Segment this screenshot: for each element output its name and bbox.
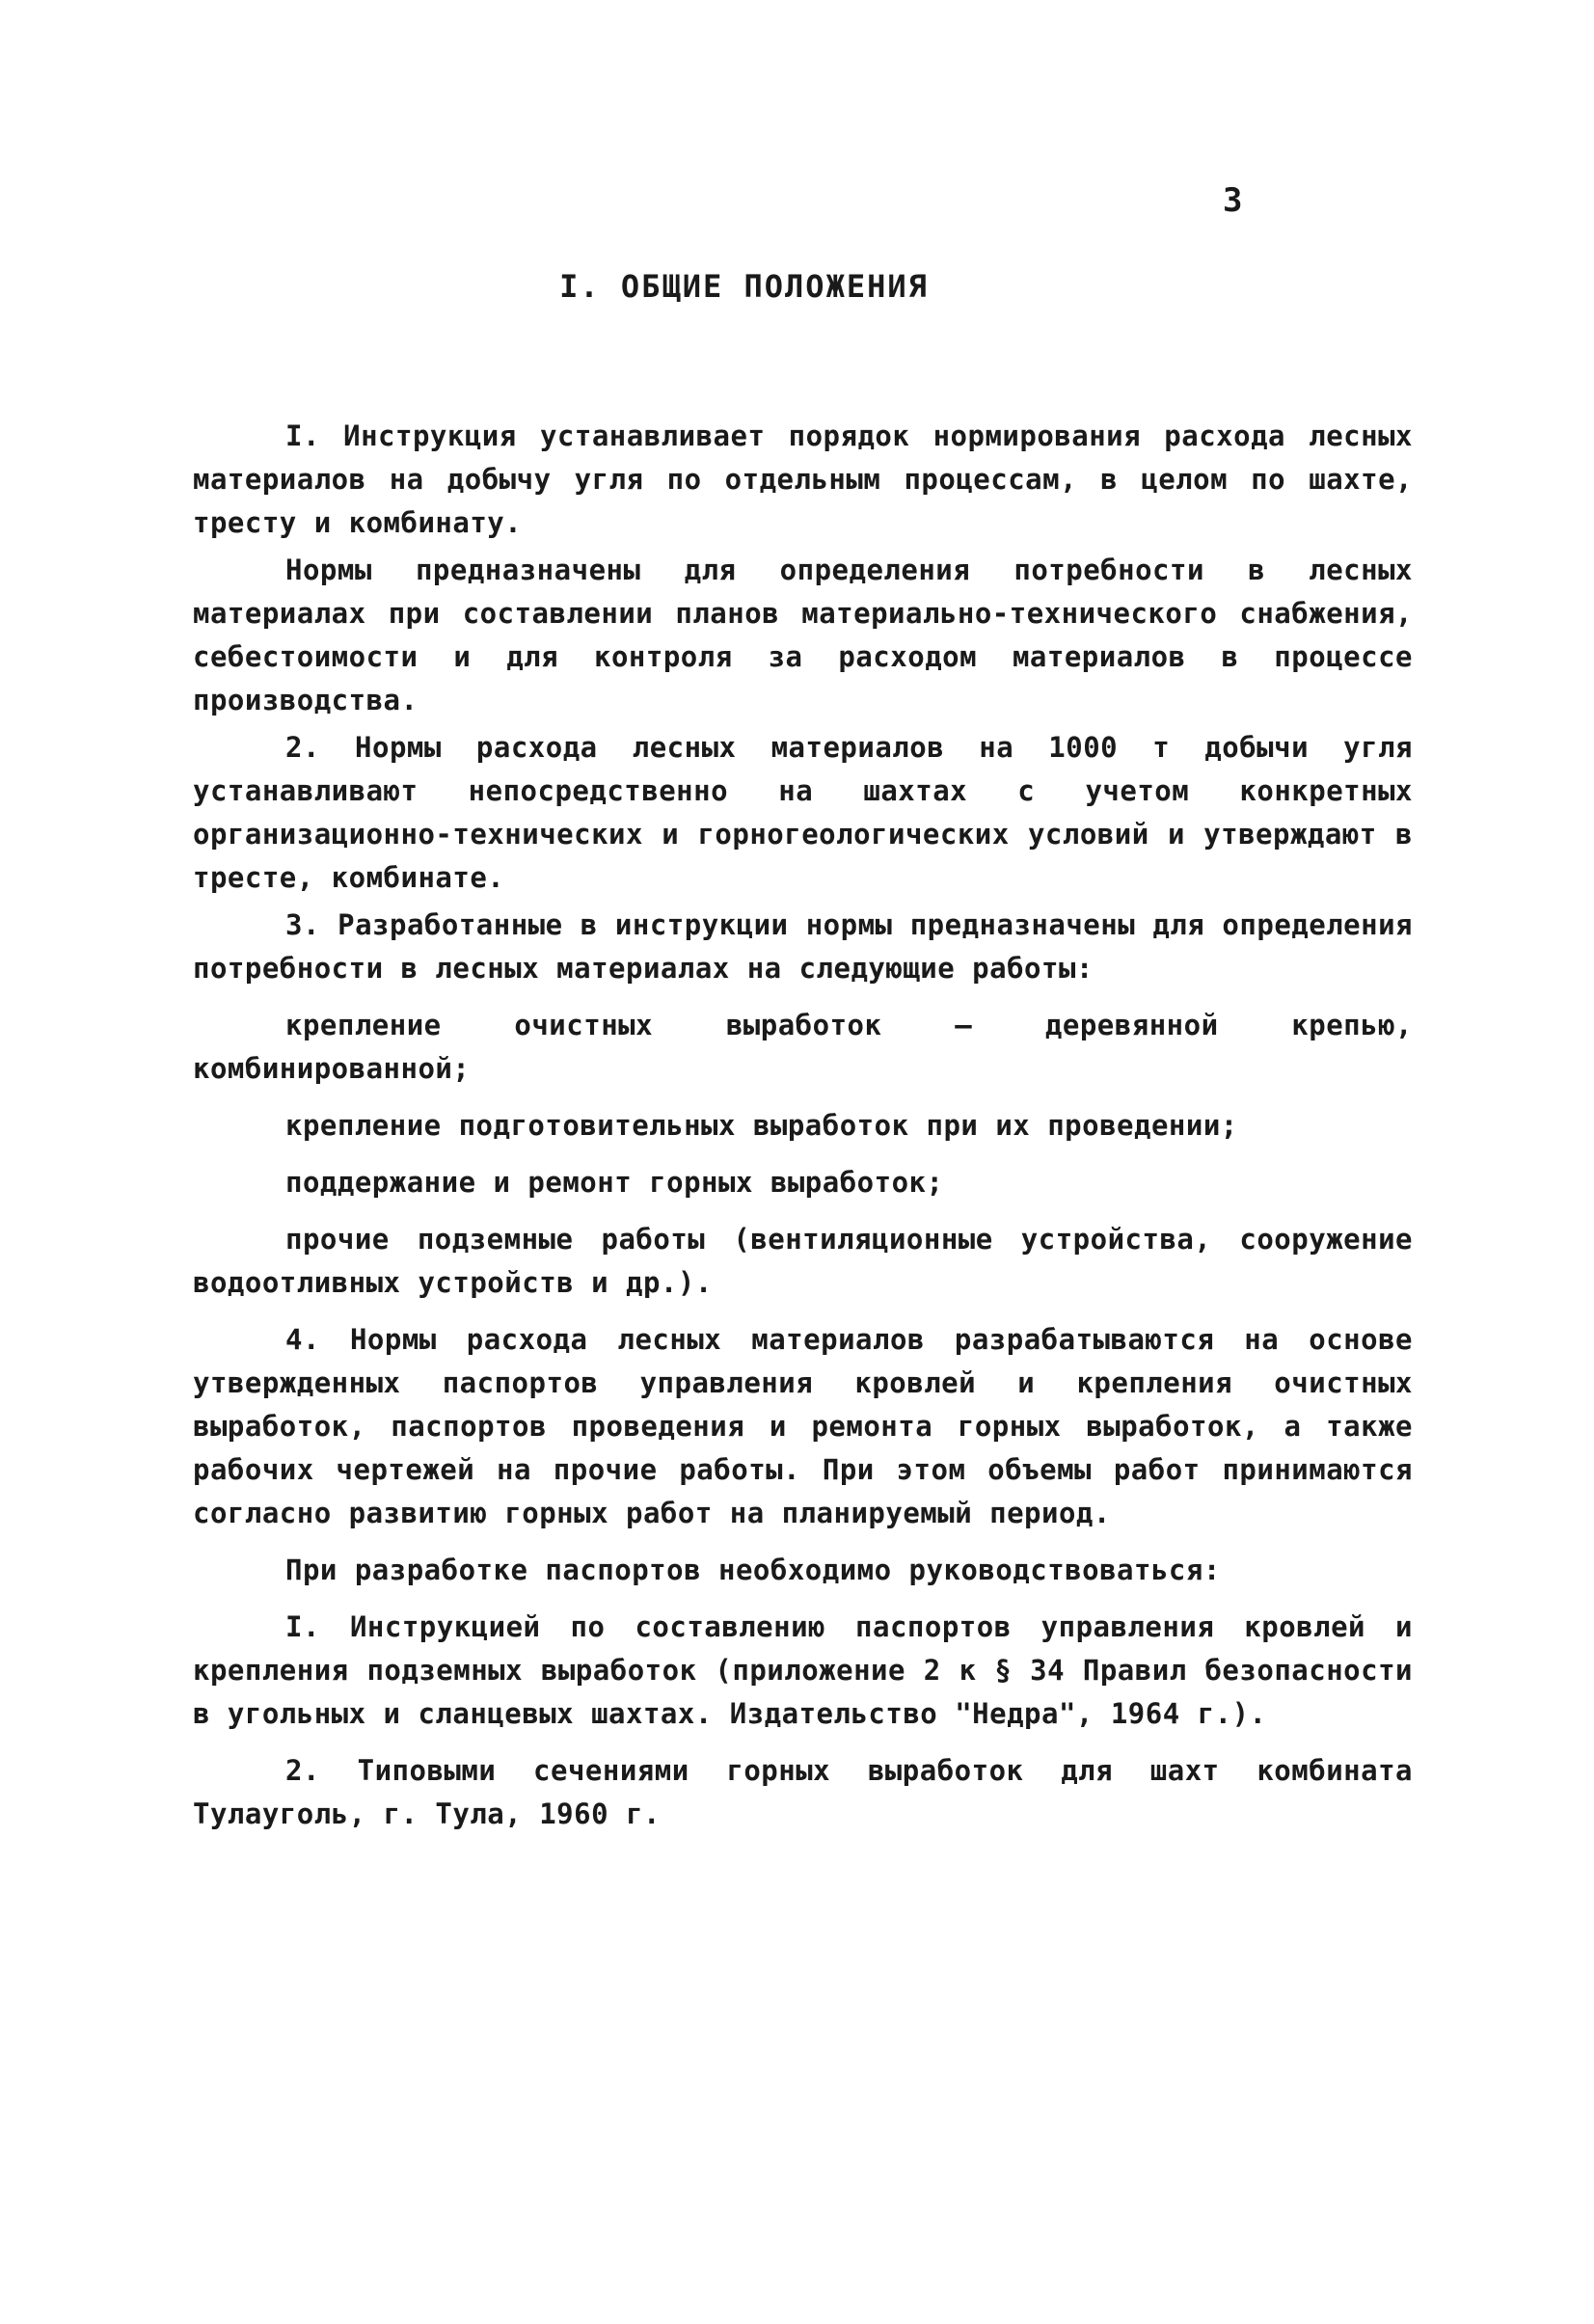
paragraph-2: Нормы предназначены для определения потребности в лесных материалах при составлении планов материально-технического снабжения, себестоимости и для контроля за расходом материалов в процессе производства. <box>193 554 1413 716</box>
list-item-2: крепление подготовительных выработок при их проведении; <box>285 1109 1238 1142</box>
list-item-3: поддержание и ремонт горных выработок; <box>285 1166 944 1199</box>
list-item-1: крепление очистных выработок – деревянной крепью, комбинированной; <box>193 1009 1413 1085</box>
page-number: 3 <box>1223 181 1243 220</box>
paragraph-6: При разработке паспортов необходимо руководствоваться: <box>285 1554 1221 1586</box>
reference-item-1: I. Инструкцией по составлению паспортов управления кровлей и крепления подземных выработок (приложение 2 к § 34 Правил безопасности в угольных и сланцевых шахтах. Издательство "Недра", 1964 г.). <box>193 1610 1413 1730</box>
reference-item-2: 2. Типовыми сечениями горных выработок для шахт комбината Тулауголь, г. Тула, 1960 г. <box>193 1754 1413 1830</box>
section-title: I. ОБЩИЕ ПОЛОЖЕНИЯ <box>559 268 929 305</box>
list-item-4: прочие подземные работы (вентиляционные устройства, сооружение водоотливных устройств и др.). <box>193 1223 1413 1299</box>
paragraph-1: I. Инструкция устанавливает порядок нормирования расхода лесных материалов на добычу угля по отдельным процессам, в целом по шахте, тресту и комбинату. <box>193 419 1413 539</box>
paragraph-4: 3. Разработанные в инструкции нормы предназначены для определения потребности в лесных материалах на следующие работы: <box>193 908 1413 985</box>
paragraph-3: 2. Нормы расхода лесных материалов на 1000 т добычи угля устанавливают непосредственно на шахтах с учетом конкретных организационно-технических и горногеологических условий и утверждают в тресте, комбинате. <box>193 731 1413 894</box>
paragraph-5: 4. Нормы расхода лесных материалов разрабатываются на основе утвержденных паспортов управления кровлей и крепления очистных выработок, паспортов проведения и ремонта горных выработок, а также рабочих чертежей на прочие работы. При этом объемы работ принимаются согласно развитию горных работ на планируемый период. <box>193 1323 1413 1529</box>
document-body <box>193 415 1413 1850</box>
